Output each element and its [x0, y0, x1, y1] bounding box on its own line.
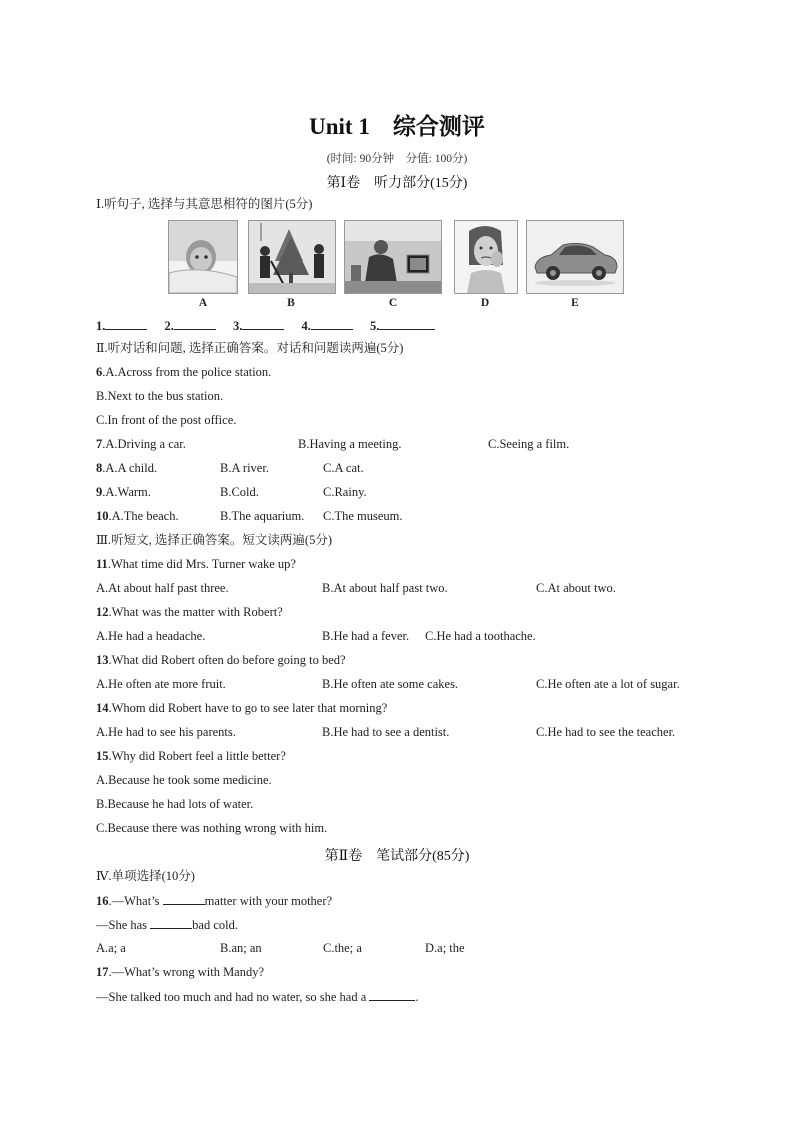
answer-num-1: 1.	[96, 319, 106, 333]
question-9-options	[96, 484, 151, 500]
question-14-option-b: B.He had to see a dentist.	[322, 725, 450, 739]
section1-heading: Ⅰ.听句子, 选择与其意思相符的图片(5分)	[96, 197, 313, 211]
question-13-option-c: C.He often ate a lot of sugar.	[536, 677, 680, 691]
question-number: 15	[96, 749, 109, 763]
section2-heading: Ⅱ.听对话和问题, 选择正确答案。对话和问题读两遍(5分)	[96, 341, 404, 355]
question-16-option-c: C.the; a	[323, 941, 362, 955]
question-11-stem	[96, 556, 296, 572]
question-11-option-b: B.At about half past two.	[322, 581, 448, 595]
part1-heading: 第Ⅰ卷 听力部分(15分)	[326, 176, 468, 191]
picture-row	[168, 220, 628, 316]
question-12-option-b: B.He had a fever.	[322, 629, 410, 643]
question-14-option-a: A.He had to see his parents.	[96, 725, 236, 739]
question-11-option-a: A.At about half past three.	[96, 581, 229, 595]
question-number: 11	[96, 557, 108, 571]
question-number: 12	[96, 605, 109, 619]
picture-label-e: E	[571, 297, 579, 309]
answer-num-4: 4.	[301, 319, 311, 333]
question-number: 10	[96, 509, 109, 523]
answer-blank-5[interactable]	[379, 317, 435, 330]
question-number: 13	[96, 653, 109, 667]
page-title: Unit 1 综合测评	[309, 114, 485, 139]
question-number: 14	[96, 701, 109, 715]
question-17-blank[interactable]	[369, 988, 415, 1001]
question-15-stem	[96, 748, 286, 764]
section4-heading: Ⅳ.单项选择(10分)	[96, 869, 195, 883]
question-7-option-b: B.Having a meeting.	[298, 437, 402, 451]
question-15-option-a: A.Because he took some medicine.	[96, 773, 272, 787]
picture-c-watching-tv-image	[344, 220, 442, 294]
answer-num-5: 5.	[370, 319, 380, 333]
picture-label-b: B	[287, 297, 295, 309]
question-9-option-b: B.Cold.	[220, 485, 259, 499]
option-a: .A.The beach.	[108, 509, 179, 523]
question-10-option-c: C.The museum.	[323, 509, 403, 523]
question-10-options	[96, 508, 179, 524]
page-subtitle: (时间: 90分钟 分值: 100分)	[326, 153, 468, 165]
question-12-option-a: A.He had a headache.	[96, 629, 206, 643]
question-text: —She talked too much and had no water, so she had a	[96, 990, 370, 1004]
question-11-option-c: C.At about two.	[536, 581, 616, 595]
question-12-option-c: C.He had a toothache.	[425, 629, 536, 643]
answer-blank-1[interactable]	[105, 317, 147, 330]
question-text-cont: .	[415, 990, 419, 1004]
option-text: .A.Across from the police station.	[102, 365, 272, 379]
answer-num-3: 3.	[233, 319, 243, 333]
question-7-option-c: C.Seeing a film.	[488, 437, 570, 451]
question-7-options	[96, 436, 186, 452]
answer-blank-2[interactable]	[174, 317, 216, 330]
question-16-option-d: D.a; the	[425, 941, 465, 955]
part2-heading: 第Ⅱ卷 笔试部分(85分)	[324, 849, 470, 864]
question-16-blank-2[interactable]	[150, 916, 192, 929]
question-9-option-c: C.Rainy.	[323, 485, 367, 499]
question-text: .Whom did Robert have to go to see later that morning?	[108, 701, 388, 715]
question-text: .—What’s wrong with Mandy?	[108, 965, 265, 979]
question-text: .—What’s	[108, 894, 163, 908]
question-16-line-2	[96, 916, 238, 932]
answer-blank-3[interactable]	[242, 317, 284, 330]
picture-label-c: C	[388, 297, 398, 309]
question-8-options	[96, 460, 157, 476]
question-16-blank-1[interactable]	[163, 892, 205, 905]
question-17-line-2	[96, 988, 419, 1004]
answer-blank-4[interactable]	[311, 317, 353, 330]
picture-a-sick-child-image	[168, 220, 238, 294]
question-13-option-a: A.He often ate more fruit.	[96, 677, 226, 691]
question-text: .What did Robert often do before going to bed?	[108, 653, 346, 667]
question-13-option-b: B.He often ate some cakes.	[322, 677, 459, 691]
question-number: 17	[96, 965, 109, 979]
question-14-option-c: C.He had to see the teacher.	[536, 725, 676, 739]
question-16-option-b: B.an; an	[220, 941, 262, 955]
picture-label-a: A	[198, 297, 208, 309]
question-14-stem	[96, 700, 387, 716]
answer-num-2: 2.	[164, 319, 174, 333]
question-number: 7	[96, 437, 103, 451]
section3-heading: Ⅲ.听短文, 选择正确答案。短文读两遍(5分)	[96, 533, 333, 547]
question-16-option-a: A.a; a	[96, 941, 126, 955]
question-text-cont: bad cold.	[192, 918, 238, 932]
picture-b-planting-trees-image	[248, 220, 336, 294]
answer-blanks-1-5	[96, 317, 449, 334]
question-6-option-c: C.In front of the post office.	[96, 413, 237, 427]
question-number: 16	[96, 894, 109, 908]
question-text: .Why did Robert feel a little better?	[108, 749, 286, 763]
question-number: 9	[96, 485, 103, 499]
question-13-stem	[96, 652, 346, 668]
picture-d-toothache-image	[454, 220, 518, 294]
option-a: .A.Driving a car.	[102, 437, 186, 451]
question-16-line-1	[96, 892, 332, 908]
question-text: .What was the matter with Robert?	[108, 605, 283, 619]
question-8-option-c: C.A cat.	[323, 461, 364, 475]
question-number: 6	[96, 365, 103, 379]
option-a: .A.A child.	[102, 461, 158, 475]
question-text: —She has	[96, 918, 151, 932]
question-text: .What time did Mrs. Turner wake up?	[107, 557, 296, 571]
picture-e-car-image	[526, 220, 624, 294]
question-text-cont: matter with your mother?	[204, 894, 333, 908]
option-a: .A.Warm.	[102, 485, 151, 499]
question-10-option-b: B.The aquarium.	[220, 509, 305, 523]
question-15-option-c: C.Because there was nothing wrong with him.	[96, 821, 328, 835]
picture-label-d: D	[480, 297, 490, 309]
question-8-option-b: B.A river.	[220, 461, 269, 475]
question-15-option-b: B.Because he had lots of water.	[96, 797, 254, 811]
question-6-option-b: B.Next to the bus station.	[96, 389, 224, 403]
question-12-stem	[96, 604, 283, 620]
question-17-line-1	[96, 964, 264, 980]
question-6-option-a	[96, 364, 271, 380]
question-number: 8	[96, 461, 103, 475]
